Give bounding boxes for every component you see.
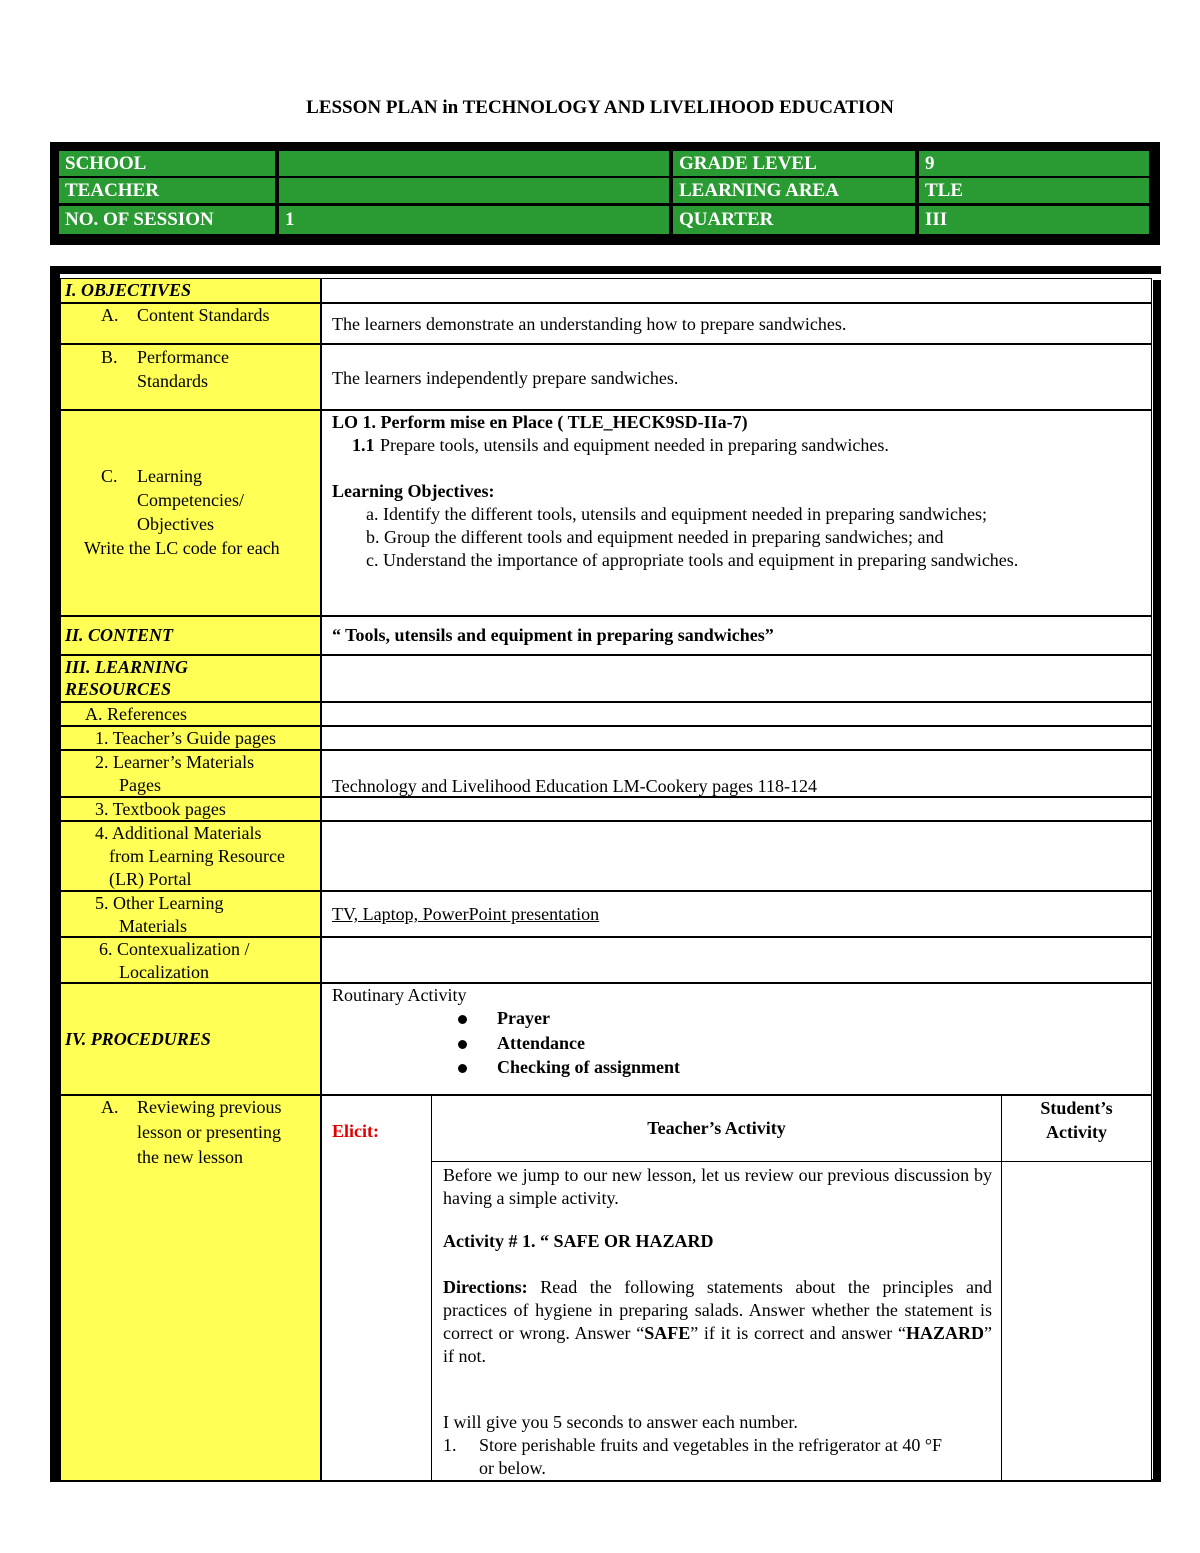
review-intro: Before we jump to our new lesson, let us review our previous discussion by having a simple activity. bbox=[443, 1165, 992, 1208]
quarter-label: QUARTER bbox=[673, 206, 915, 234]
lo-heading: Learning Objectives: bbox=[332, 481, 495, 501]
performance-standards-cell: B. Performance Standards bbox=[60, 344, 321, 410]
student-activity-header: Student’s Activity bbox=[1001, 1095, 1152, 1162]
lo-a: a. Identify the different tools, utensils and equipment needed in preparing sandwiches; bbox=[366, 504, 987, 524]
learning-competencies-value-cell: LO 1. Perform mise en Place ( TLE_HECK9SD-IIa-7) 1.1 Prepare tools, utensils and equipment needed in preparing sandwiches. Learning Objectives: a. Identify the different tools, utensils and equipment needed in preparing sandwiches; b. Group the different tools and equipment needed in preparing sandwiches; and c. Understand the importance of appropriate tools and equipment in preparing sandwiches. bbox=[321, 410, 1152, 616]
lo-b: b. Group the different tools and equipment needed in preparing sandwiches; and bbox=[366, 527, 944, 547]
references-cell: A. References bbox=[60, 702, 321, 726]
student-activity-body bbox=[1001, 1161, 1152, 1481]
elicit-label: Elicit: bbox=[332, 1121, 379, 1141]
content-standards-cell: A. Content Standards bbox=[60, 303, 321, 344]
performance-standards-value-cell bbox=[321, 344, 1152, 410]
routinary-activity: Routinary Activity bbox=[332, 985, 467, 1005]
elicit-cell bbox=[321, 1095, 432, 1481]
lo-sub: Prepare tools, utensils and equipment needed in preparing sandwiches. bbox=[380, 435, 889, 455]
objectives-heading-cell bbox=[60, 278, 321, 303]
learners-materials-value-cell bbox=[321, 750, 1152, 797]
content-value-cell bbox=[321, 616, 1152, 655]
teacher-value bbox=[279, 178, 669, 203]
content-standards-label: Content Standards bbox=[137, 305, 270, 325]
lesson-table bbox=[50, 266, 1161, 1482]
area-label: LEARNING AREA bbox=[673, 178, 915, 203]
learners-materials-cell: 2. Learner’s Materials Pages bbox=[60, 750, 321, 797]
session-value: 1 bbox=[279, 206, 669, 234]
quarter-value: III bbox=[919, 206, 1149, 234]
teacher-activity-body: Before we jump to our new lesson, let us review our previous discussion by having a simple activity. Activity # 1. “ SAFE OR HAZARD Directions: Read the following statements about the principles and practices of hygiene in preparing salads. Answer whether the statement is correct or wrong. Answer “SAFE” if it is correct and answer “HAZARD” if not. I will give you 5 seconds to answer each number. 1. Store perishable fruits and vegetables in the refrigerator at 40 °F or below. bbox=[431, 1161, 1002, 1481]
session-label: NO. OF SESSION bbox=[59, 206, 275, 234]
content-standards-value-cell bbox=[321, 303, 1152, 344]
performance-standards-value: The learners independently prepare sandwiches. bbox=[332, 368, 679, 388]
teachers-guide-cell: 1. Teacher’s Guide pages bbox=[60, 726, 321, 750]
header-table bbox=[50, 142, 1160, 245]
grade-label: GRADE LEVEL bbox=[673, 151, 915, 176]
area-value: TLE bbox=[919, 178, 1149, 203]
objectives-empty-cell bbox=[321, 278, 1152, 303]
teacher-activity-header: Teacher’s Activity bbox=[431, 1095, 1002, 1162]
procedures-heading-cell bbox=[60, 983, 321, 1095]
reviewing-cell: A. Reviewing previous lesson or presenting the new lesson bbox=[60, 1095, 321, 1481]
school-label: SCHOOL bbox=[59, 151, 275, 176]
bullet-prayer: Prayer bbox=[458, 1007, 550, 1030]
objectives-heading: I. OBJECTIVES bbox=[65, 280, 192, 300]
contextualization-cell: 6. Contexualization / Localization bbox=[60, 937, 321, 983]
other-materials-value-cell bbox=[321, 891, 1152, 937]
procedures-value-cell bbox=[321, 983, 1152, 1095]
activity-title: Activity # 1. “ SAFE OR HAZARD bbox=[443, 1231, 714, 1251]
lo-title: LO 1. Perform mise en Place ( TLE_HECK9SD-IIa-7) bbox=[332, 412, 748, 432]
school-value bbox=[279, 151, 669, 176]
content-heading-cell bbox=[60, 616, 321, 655]
content-heading: II. CONTENT bbox=[65, 625, 174, 645]
procedures-heading: IV. PROCEDURES bbox=[65, 1029, 211, 1049]
bullet-attendance: Attendance bbox=[458, 1032, 585, 1055]
grade-value: 9 bbox=[919, 151, 1149, 176]
lo-c: c. Understand the importance of appropriate tools and equipment in preparing sandwiches. bbox=[366, 550, 1019, 570]
page-title: LESSON PLAN in TECHNOLOGY AND LIVELIHOOD EDUCATION bbox=[306, 97, 894, 118]
other-materials-cell: 5. Other Learning Materials bbox=[60, 891, 321, 937]
bullet-checking: Checking of assignment bbox=[458, 1056, 680, 1079]
directions: Directions: Read the following statements about the principles and practices of hygiene in preparing salads. Answer whether the statement is correct or wrong. Answer “SAFE” if it is correct and answer “HAZARD” if not. bbox=[443, 1277, 992, 1366]
resources-heading-cell: III. LEARNING RESOURCES bbox=[60, 655, 321, 702]
textbook-cell: 3. Textbook pages bbox=[60, 797, 321, 821]
content-standards-value: The learners demonstrate an understanding how to prepare sandwiches. bbox=[332, 314, 847, 334]
item-1: Store perishable fruits and vegetables in the refrigerator at 40 °F bbox=[479, 1435, 943, 1455]
additional-materials-cell: 4. Additional Materials from Learning Resource (LR) Portal bbox=[60, 821, 321, 891]
other-materials-value: TV, Laptop, PowerPoint presentation bbox=[332, 904, 600, 924]
will-give-text: I will give you 5 seconds to answer each number. bbox=[443, 1412, 798, 1432]
content-value: “ Tools, utensils and equipment in preparing sandwiches” bbox=[332, 625, 774, 645]
learning-competencies-cell: C. Learning Competencies/ Objectives Write the LC code for each bbox=[60, 410, 321, 616]
teacher-label: TEACHER bbox=[59, 178, 275, 203]
learners-materials-value: Technology and Livelihood Education LM-Cookery pages 118-124 bbox=[332, 776, 817, 796]
